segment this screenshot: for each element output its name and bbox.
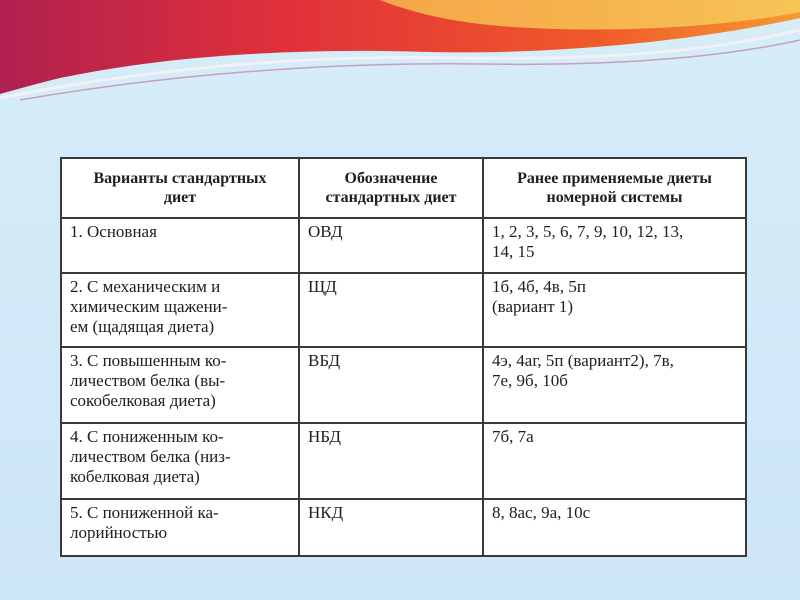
table-row [61, 499, 746, 556]
cell-variant: 1. Основная [61, 218, 299, 273]
diet-table [60, 157, 747, 557]
cell-code: ОВД [299, 218, 483, 273]
table-row [61, 423, 746, 499]
cell-former: 4э, 4аг, 5п (вариант2), 7в, 7е, 9б, 10б [483, 347, 746, 423]
cell-variant: 5. С пониженной ка- лорийностью [61, 499, 299, 556]
decorative-banner [0, 0, 800, 110]
cell-variant: 3. С повышенным ко- личеством белка (вы- сокобелковая диета) [61, 347, 299, 423]
table-row [61, 347, 746, 423]
cell-variant: 2. С механическим и химическим щажени- ем (щадящая диета) [61, 273, 299, 347]
cell-variant: 4. С пониженным ко- личеством белка (низ- кобелковая диета) [61, 423, 299, 499]
table-header-row [61, 158, 746, 218]
header-code: Обозначение стандартных диет [299, 158, 483, 218]
cell-code: ВБД [299, 347, 483, 423]
cell-code: НБД [299, 423, 483, 499]
table-row [61, 273, 746, 347]
cell-former: 1, 2, 3, 5, 6, 7, 9, 10, 12, 13, 14, 15 [483, 218, 746, 273]
cell-former: 8, 8ас, 9а, 10с [483, 499, 746, 556]
diet-table-container [60, 157, 745, 555]
cell-code: ЩД [299, 273, 483, 347]
table-row [61, 218, 746, 273]
cell-code: НКД [299, 499, 483, 556]
header-variant: Варианты стандартных диет [61, 158, 299, 218]
header-former: Ранее применяемые диеты номерной системы [483, 158, 746, 218]
cell-former: 7б, 7а [483, 423, 746, 499]
cell-former: 1б, 4б, 4в, 5п (вариант 1) [483, 273, 746, 347]
